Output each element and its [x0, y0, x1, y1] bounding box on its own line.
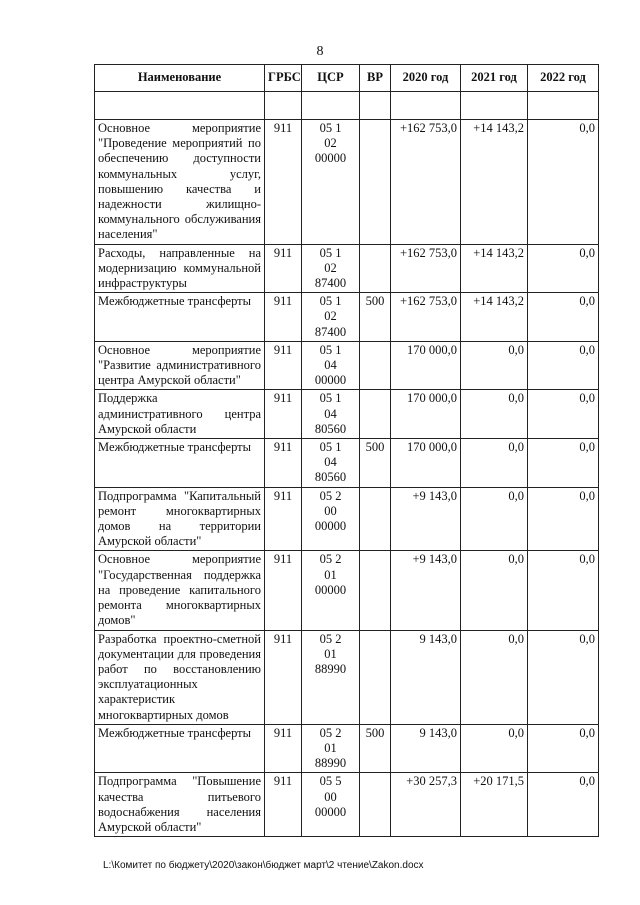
- footer-file-path: L:\Комитет по бюджету\2020\закон\бюджет март\2 чтение\Zakon.docx: [103, 860, 424, 871]
- budget-table: [94, 64, 599, 837]
- table-row: [95, 341, 599, 390]
- cell-2022: 0,0: [528, 293, 599, 342]
- cell-vr: [360, 244, 391, 293]
- table-spacer-row: [95, 92, 599, 120]
- cell-2020: +162 753,0: [391, 120, 461, 245]
- cell-vr: [360, 551, 391, 630]
- cell-2021: +20 171,5: [461, 773, 528, 837]
- table-row: [95, 630, 599, 724]
- cell-2022: 0,0: [528, 439, 599, 488]
- cell-2020: 9 143,0: [391, 724, 461, 773]
- cell-name: Подпрограмма "Повышение качества питьевого водоснабжения населения Амурской области": [95, 773, 265, 837]
- cell-csr: 05 1 02 87400: [302, 293, 360, 342]
- cell-grbs: 911: [265, 630, 302, 724]
- cell-name: Расходы, направленные на модернизацию коммунальной инфраструктуры: [95, 244, 265, 293]
- table-row: [95, 390, 599, 439]
- cell-2022: 0,0: [528, 487, 599, 551]
- cell-2020: +162 753,0: [391, 293, 461, 342]
- cell-2022: 0,0: [528, 390, 599, 439]
- cell-name: Межбюджетные трансферты: [95, 293, 265, 342]
- cell-csr: 05 2 01 88990: [302, 724, 360, 773]
- cell-2022: 0,0: [528, 341, 599, 390]
- cell-csr: 05 2 01 00000: [302, 551, 360, 630]
- cell-2022: 0,0: [528, 630, 599, 724]
- cell-vr: 500: [360, 439, 391, 488]
- cell-grbs: 911: [265, 390, 302, 439]
- cell-2020: 170 000,0: [391, 390, 461, 439]
- cell-2022: 0,0: [528, 551, 599, 630]
- cell-2022: 0,0: [528, 120, 599, 245]
- table-row: [95, 551, 599, 630]
- cell-grbs: 911: [265, 773, 302, 837]
- cell-2021: 0,0: [461, 341, 528, 390]
- cell-vr: 500: [360, 293, 391, 342]
- cell-csr: 05 1 02 87400: [302, 244, 360, 293]
- cell-name: Основное мероприятие "Государственная поддержка на проведение капитального ремонта многоквартирных домов": [95, 551, 265, 630]
- cell-grbs: 911: [265, 244, 302, 293]
- cell-2020: +162 753,0: [391, 244, 461, 293]
- cell-grbs: 911: [265, 551, 302, 630]
- table-row: [95, 487, 599, 551]
- cell-2020: 170 000,0: [391, 341, 461, 390]
- cell-vr: 500: [360, 724, 391, 773]
- cell-vr: [360, 120, 391, 245]
- cell-2021: +14 143,2: [461, 120, 528, 245]
- cell-csr: 05 1 04 80560: [302, 390, 360, 439]
- header-name: Наименование: [95, 65, 265, 92]
- table-row: [95, 773, 599, 837]
- cell-name: Основное мероприятие "Проведение мероприятий по обеспечению доступности коммунальных услуг, повышению качества и надежности жилищно-коммунального обслуживания населения": [95, 120, 265, 245]
- cell-vr: [360, 341, 391, 390]
- cell-csr: 05 1 04 80560: [302, 439, 360, 488]
- cell-grbs: 911: [265, 439, 302, 488]
- cell-name: Межбюджетные трансферты: [95, 724, 265, 773]
- cell-2021: +14 143,2: [461, 293, 528, 342]
- page-number: 8: [316, 44, 324, 59]
- cell-grbs: 911: [265, 724, 302, 773]
- cell-2021: +14 143,2: [461, 244, 528, 293]
- cell-name: Подпрограмма "Капитальный ремонт многоквартирных домов на территории Амурской области": [95, 487, 265, 551]
- cell-csr: 05 1 02 00000: [302, 120, 360, 245]
- header-2022: 2022 год: [528, 65, 599, 92]
- cell-grbs: 911: [265, 341, 302, 390]
- cell-vr: [360, 630, 391, 724]
- table-row: [95, 439, 599, 488]
- cell-2022: 0,0: [528, 724, 599, 773]
- table-row: [95, 120, 599, 245]
- header-2020: 2020 год: [391, 65, 461, 92]
- cell-2020: +9 143,0: [391, 551, 461, 630]
- header-csr: ЦСР: [302, 65, 360, 92]
- cell-2020: +30 257,3: [391, 773, 461, 837]
- cell-name: Основное мероприятие "Развитие административного центра Амурской области": [95, 341, 265, 390]
- cell-2021: 0,0: [461, 439, 528, 488]
- cell-grbs: 911: [265, 293, 302, 342]
- cell-2021: 0,0: [461, 724, 528, 773]
- cell-2022: 0,0: [528, 773, 599, 837]
- cell-vr: [360, 390, 391, 439]
- cell-2021: 0,0: [461, 630, 528, 724]
- cell-csr: 05 2 01 88990: [302, 630, 360, 724]
- table-row: [95, 293, 599, 342]
- cell-name: Межбюджетные трансферты: [95, 439, 265, 488]
- cell-name: Разработка проектно-сметной документации для проведения работ по восстановлению эксплуатационных характеристик многоквартирных домов: [95, 630, 265, 724]
- table-row: [95, 724, 599, 773]
- cell-2021: 0,0: [461, 551, 528, 630]
- header-grbs: ГРБС: [265, 65, 302, 92]
- cell-grbs: 911: [265, 487, 302, 551]
- cell-csr: 05 2 00 00000: [302, 487, 360, 551]
- table-row: [95, 244, 599, 293]
- table-header-row: [95, 65, 599, 92]
- cell-name: Поддержка административного центра Амурской области: [95, 390, 265, 439]
- cell-2020: 9 143,0: [391, 630, 461, 724]
- header-vr: ВР: [360, 65, 391, 92]
- cell-grbs: 911: [265, 120, 302, 245]
- cell-2022: 0,0: [528, 244, 599, 293]
- cell-vr: [360, 487, 391, 551]
- cell-vr: [360, 773, 391, 837]
- cell-csr: 05 1 04 00000: [302, 341, 360, 390]
- cell-2020: 170 000,0: [391, 439, 461, 488]
- cell-2020: +9 143,0: [391, 487, 461, 551]
- cell-csr: 05 5 00 00000: [302, 773, 360, 837]
- cell-2021: 0,0: [461, 487, 528, 551]
- cell-2021: 0,0: [461, 390, 528, 439]
- header-2021: 2021 год: [461, 65, 528, 92]
